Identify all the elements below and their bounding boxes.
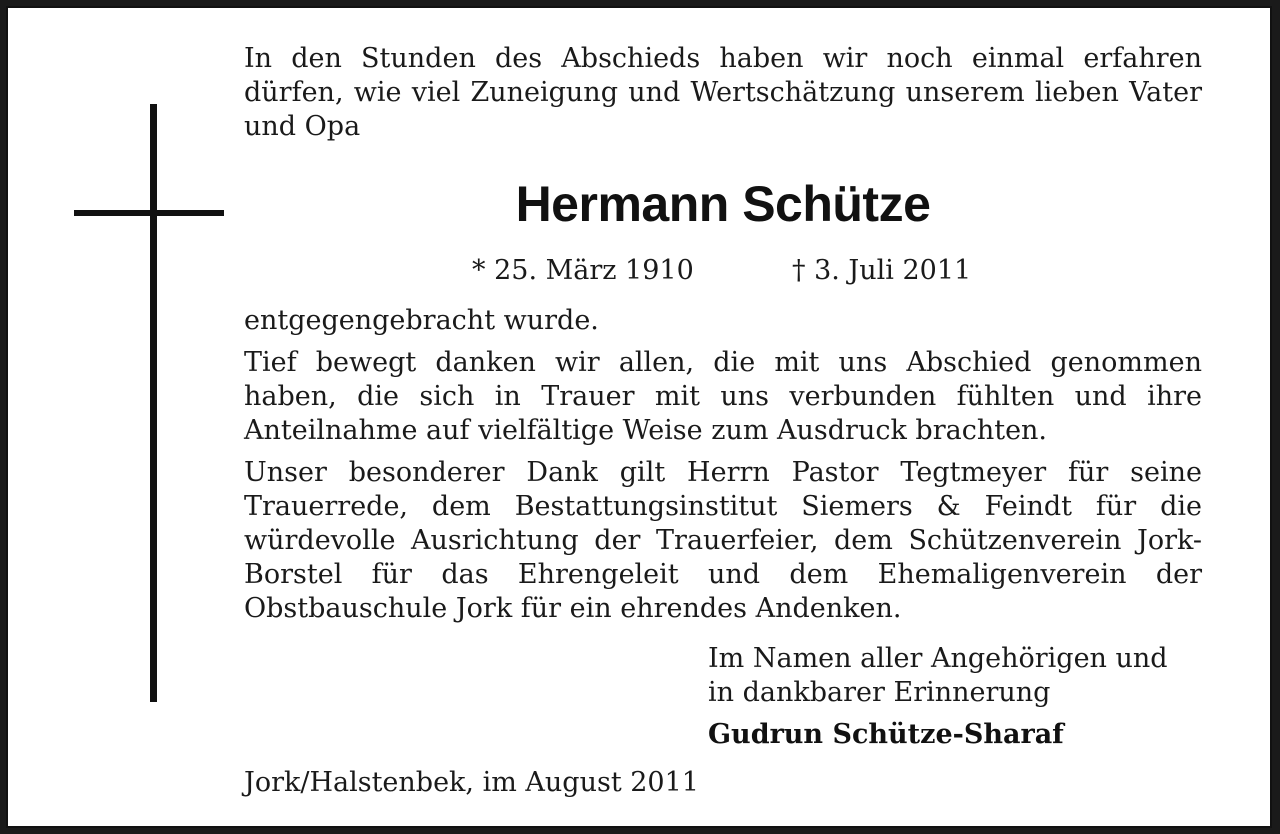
obituary-notice <box>6 6 1272 828</box>
place-and-date: Jork/Halstenbek, im August 2011 <box>244 767 699 798</box>
birth-date: * 25. März 1910 <box>472 255 694 286</box>
intro-paragraph: In den Stunden des Abschieds haben wir noch einmal erfahren dürfen, wie viel Zuneigung und Wertschätzung unserem lieben Vater und Opa <box>244 43 1202 142</box>
special-thanks-paragraph: Unser besonderer Dank gilt Herrn Pastor Tegtmeyer für seine Trauerrede, dem Bestattungsinstitut Siemers & Feindt für die würdevolle Ausrichtung der Trauerfeier, dem Schützenverein Jork-Borstel für das Ehrengeleit und dem Ehemaligenverein der Obstbauschule Jork für ein ehrendes Andenken. <box>244 457 1202 624</box>
cross-icon-vertical <box>150 104 157 702</box>
death-date: † 3. Juli 2011 <box>792 255 972 286</box>
cross-icon-horizontal <box>74 210 224 216</box>
continuation-paragraph: entgegengebracht wurde. <box>244 305 599 336</box>
closing-line: in dankbarer Erinnerung <box>708 677 1051 708</box>
thanks-paragraph: Tief bewegt danken wir allen, die mit uns Abschied genommen haben, die sich in Trauer mit uns verbunden fühlten und ihre Anteilnahme auf vielfältige Weise zum Ausdruck brachten. <box>244 347 1202 446</box>
signature: Gudrun Schütze-Sharaf <box>708 719 1064 750</box>
deceased-name: Hermann Schütze <box>515 176 931 232</box>
closing-words <box>708 642 1208 710</box>
closing-line: Im Namen aller Angehörigen und <box>708 643 1168 674</box>
